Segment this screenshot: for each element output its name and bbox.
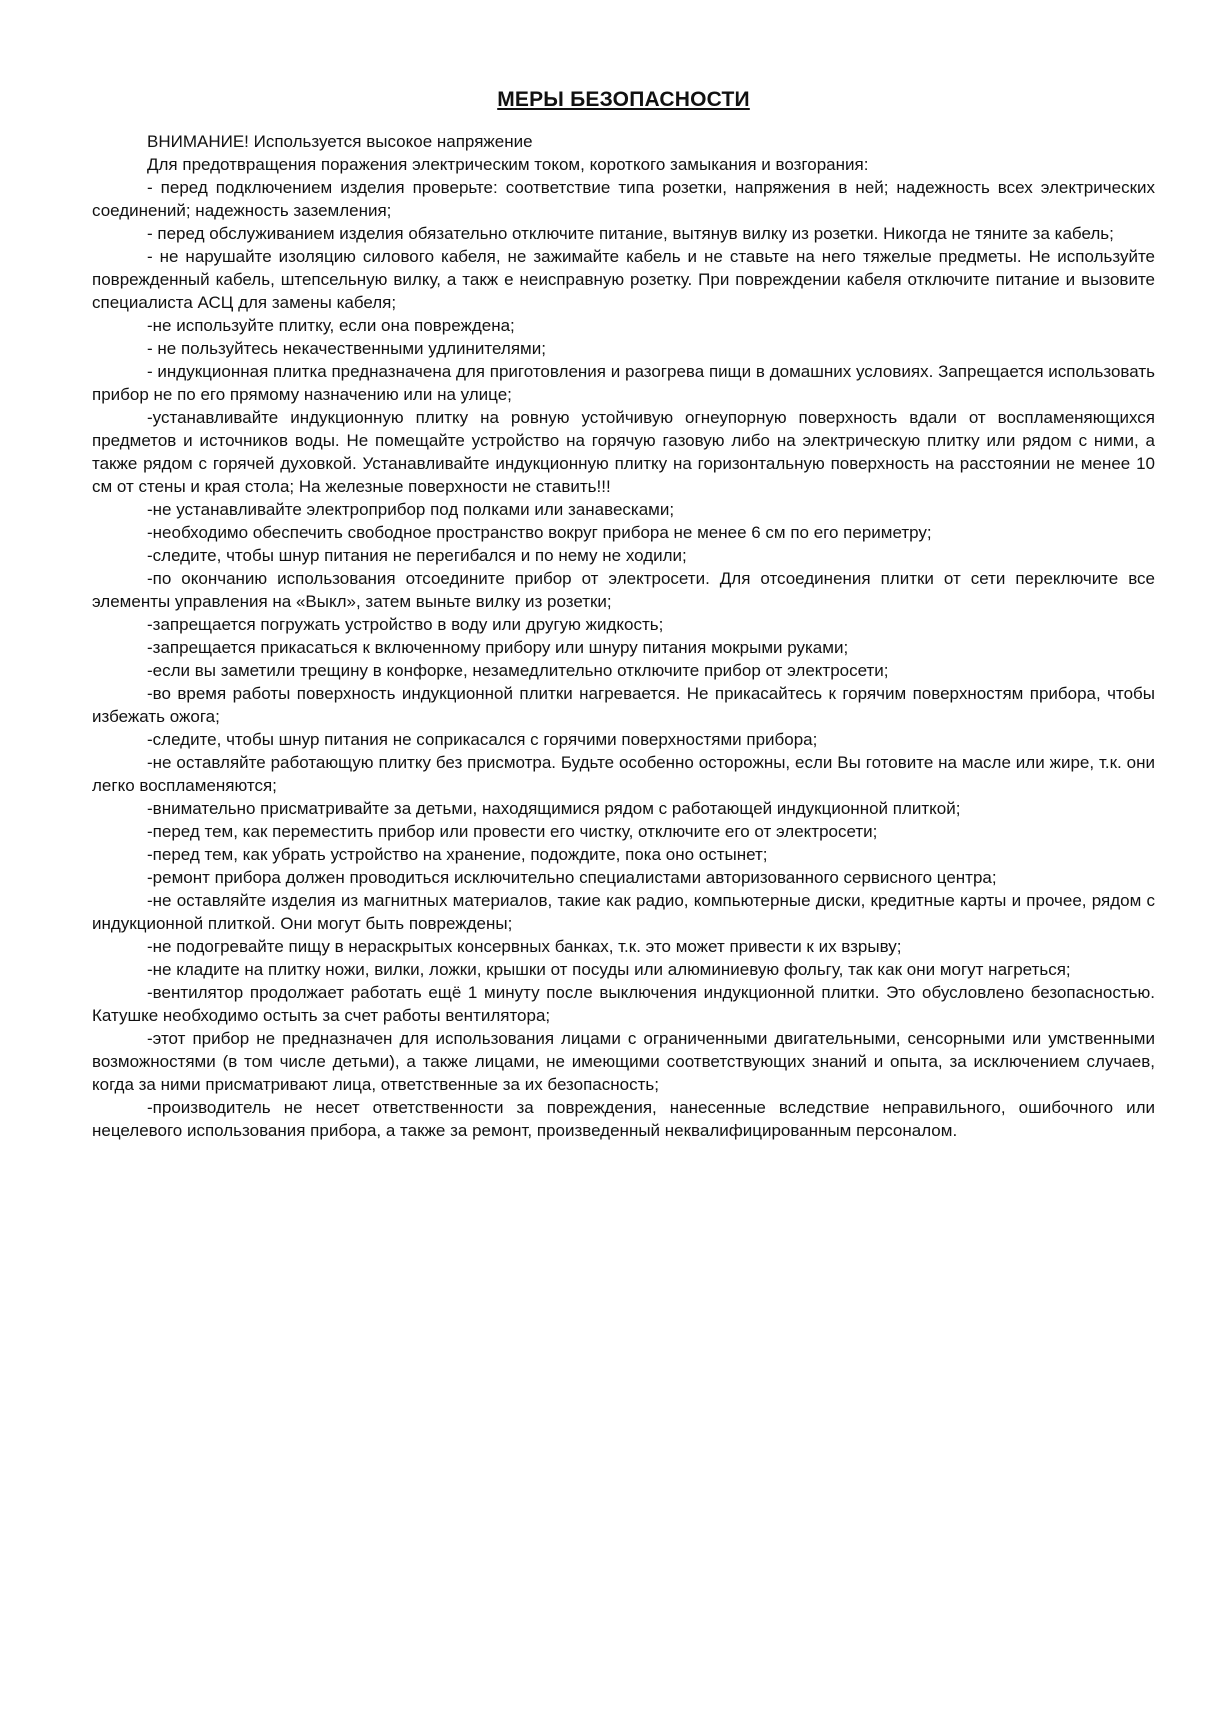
safety-paragraph: -не кладите на плитку ножи, вилки, ложки, крышки от посуды или алюминиевую фольгу, так как они могут нагреться; (147, 960, 1071, 979)
safety-paragraph: -следите, чтобы шнур питания не соприкасался с горячими поверхностями прибора; (147, 730, 818, 749)
safety-paragraph: -производитель не несет ответственности за повреждения, нанесенные вследствие неправильного, ошибочного или нецелевого использования прибора, а также за ремонт, произведенный неквалифицированным персоналом. (92, 1098, 1155, 1140)
safety-paragraph: -во время работы поверхность индукционной плитки нагревается. Не прикасайтесь к горячим поверхностям прибора, чтобы избежать ожога; (92, 684, 1155, 726)
safety-paragraph: -необходимо обеспечить свободное пространство вокруг прибора не менее 6 см по его периметру; (147, 523, 932, 542)
safety-paragraph: - не нарушайте изоляцию силового кабеля, не зажимайте кабель и не ставьте на него тяжелые предметы. Не используйте поврежденный кабель, штепсельную вилку, а такж е неисправную розетку. При повреждении кабеля отключите питание и вызовите специалиста АСЦ для замены кабеля; (92, 247, 1155, 312)
safety-paragraph: - перед подключением изделия проверьте: соответствие типа розетки, напряжения в ней; надежность всех электрических соединений; надежность заземления; (92, 178, 1155, 220)
safety-paragraph: -запрещается прикасаться к включенному прибору или шнуру питания мокрыми руками; (147, 638, 849, 657)
safety-paragraph: -не устанавливайте электроприбор под полками или занавесками; (147, 500, 675, 519)
safety-paragraph: - не пользуйтесь некачественными удлинителями; (147, 339, 546, 358)
safety-paragraph: -следите, чтобы шнур питания не перегибался и по нему не ходили; (147, 546, 687, 565)
safety-paragraph: -по окончанию использования отсоедините прибор от электросети. Для отсоединения плитки от сети переключите все элементы управления на «Выкл», затем выньте вилку из розетки; (92, 569, 1155, 611)
safety-paragraph: -запрещается погружать устройство в воду или другую жидкость; (147, 615, 664, 634)
safety-paragraph: Для предотвращения поражения электрическим током, короткого замыкания и возгорания: (147, 155, 869, 174)
safety-paragraph: -вентилятор продолжает работать ещё 1 минуту после выключения индукционной плитки. Это обусловлено безопасностью. Катушке необходимо остыть за счет работы вентилятора; (92, 983, 1155, 1025)
safety-paragraph: - индукционная плитка предназначена для приготовления и разогрева пищи в домашних условиях. Запрещается использовать прибор не по его прямому назначению или на улице; (92, 362, 1155, 404)
safety-paragraph: -ремонт прибора должен проводиться исключительно специалистами авторизованного сервисного центра; (147, 868, 997, 887)
safety-paragraph: -перед тем, как переместить прибор или провести его чистку, отключите его от электросети; (147, 822, 878, 841)
safety-paragraph: -не оставляйте работающую плитку без присмотра. Будьте особенно осторожны, если Вы готовите на масле или жире, т.к. они легко воспламеняются; (92, 753, 1155, 795)
safety-paragraph: -если вы заметили трещину в конфорке, незамедлительно отключите прибор от электросети; (147, 661, 889, 680)
safety-paragraph: -этот прибор не предназначен для использования лицами с ограниченными двигательными, сенсорными или умственными возможностями (в том числе детьми), а также лицами, не имеющими соответствующих знаний и опыта, за исключением случаев, когда за ними присматривают лица, ответственные за их безопасность; (92, 1029, 1155, 1094)
safety-paragraph: ВНИМАНИЕ! Используется высокое напряжение (147, 132, 533, 151)
safety-paragraph-list (92, 130, 1155, 1142)
page-title: МЕРЫ БЕЗОПАСНОСТИ (497, 88, 750, 111)
safety-paragraph: -перед тем, как убрать устройство на хранение, подождите, пока оно остынет; (147, 845, 768, 864)
safety-paragraph: -не используйте плитку, если она повреждена; (147, 316, 515, 335)
safety-paragraph: - перед обслуживанием изделия обязательно отключите питание, вытянув вилку из розетки. Никогда не тяните за кабель; (147, 224, 1114, 243)
document-page (92, 88, 1155, 1142)
safety-paragraph: -не подогревайте пищу в нераскрытых консервных банках, т.к. это может привести к их взрыву; (147, 937, 902, 956)
safety-paragraph: -устанавливайте индукционную плитку на ровную устойчивую огнеупорную поверхность вдали от воспламеняющихся предметов и источников воды. Не помещайте устройство на горячую газовую либо на электрическую плитку или рядом с ними, а также рядом с горячей духовкой. Устанавливайте индукционную плитку на горизонтальную поверхность на расстоянии не менее 10 см от стены и края стола; На железные поверхности не ставить!!! (92, 408, 1155, 496)
safety-paragraph: -внимательно присматривайте за детьми, находящимися рядом с работающей индукционной плиткой; (147, 799, 961, 818)
safety-paragraph: -не оставляйте изделия из магнитных материалов, такие как радио, компьютерные диски, кредитные карты и прочее, рядом с индукционной плиткой. Они могут быть повреждены; (92, 891, 1155, 933)
